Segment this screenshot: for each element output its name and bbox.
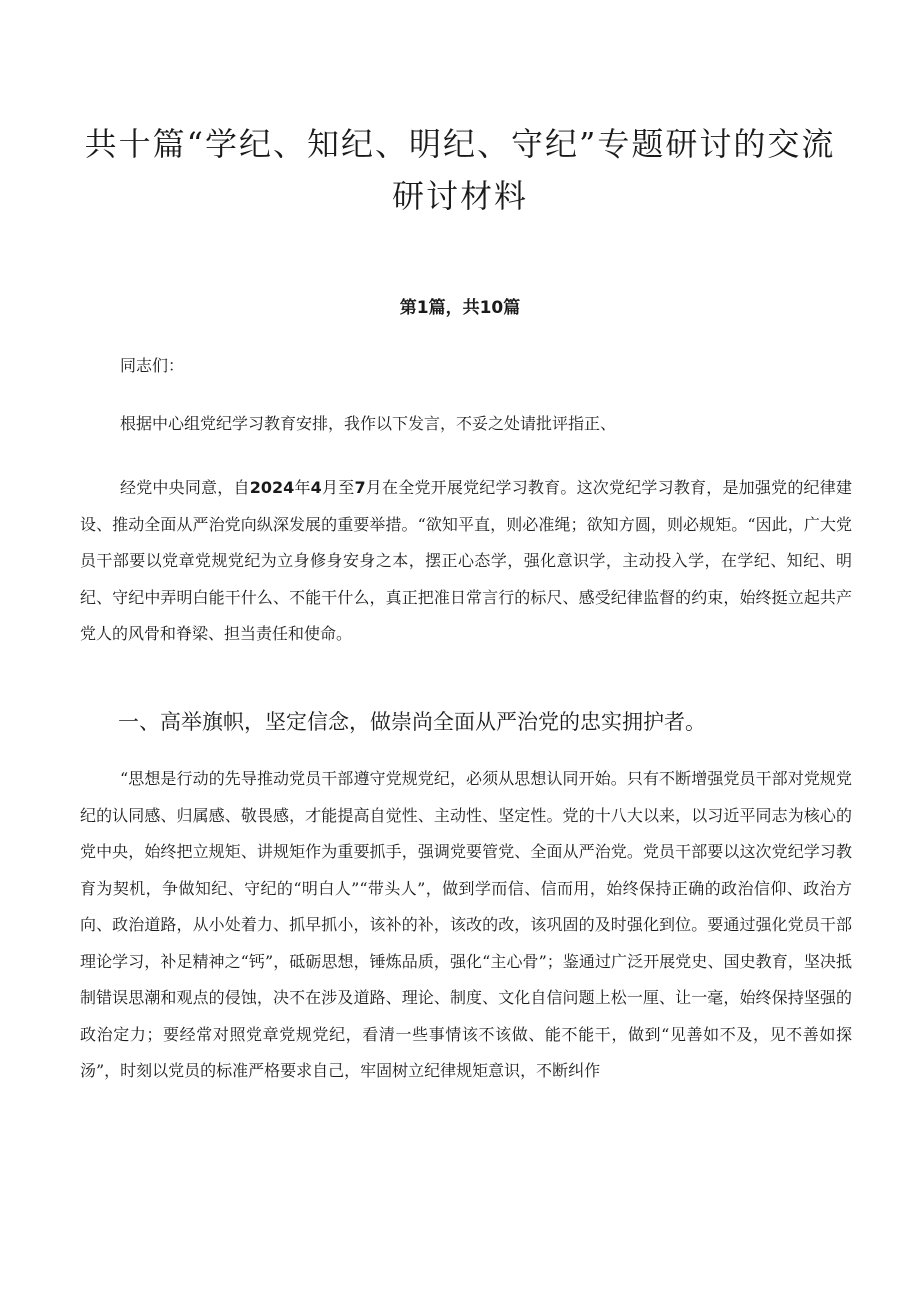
- part-indicator: 第1篇，共10篇: [399, 298, 521, 318]
- para1-year: 2024: [249, 478, 295, 497]
- para1-mid: 月至: [321, 478, 355, 497]
- para1-year-suffix: 年: [294, 478, 311, 497]
- para1-before-year: 经党中央同意，自: [120, 478, 250, 497]
- salutation: 同志们：: [120, 356, 185, 375]
- document-title: 共十篇“学纪、知纪、明纪、守纪”专题研讨的交流研讨材料: [84, 125, 836, 215]
- section-heading-1: 一、高举旗帜，坚定信念，做崇尚全面从严治党的忠实拥护者。: [118, 710, 706, 734]
- intro-paragraph: 根据中心组党纪学习教育安排，我作以下发言，不妥之处请批评指正、: [120, 414, 617, 433]
- para1-month-to: 7: [354, 478, 366, 497]
- paragraph-section-1: “思想是行动的先导推动党员干部遵守党规党纪，必须从思想认同开始。只有不断增强党员干部对党规党纪的认同感、归属感、敬畏感，才能提高自觉性、主动性、坚定性。党的十八大以来，以习近平同志为核心的党中央，始终把立规矩、讲规矩作为重要抓手，强调党要管党、全面从严治党。党员干部要以这次党纪学习教育为契机，争做知纪、守纪的“明白人”“带头人”，做到学而信、信而用，始终保持正确的政治信仰、政治方向、政治道路，从小处着力、抓早抓小，该补的补，该改的改，该巩固的及时强化到位。要通过强化党员干部理论学习，补足精神之“钙”，砥砺思想，锤炼品质，强化“主心骨”；鉴通过广泛开展党史、国史教育，坚决抵制错误思潮和观点的侵蚀，决不在涉及道路、理论、制度、文化自信问题上松一厘、让一毫，始终保持坚强的政治定力；要经常对照党章党规党纪，看清一些事情该不该做、能不能干，做到“见善如不及，见不善如探汤”，时刻以党员的标准严格要求自己，牢固树立纪律规矩意识，不断纠作: [80, 769, 852, 1080]
- para1-month-from: 4: [310, 478, 322, 497]
- paragraph-background: [80, 470, 852, 653]
- para1-rest: 月在全党开展党纪学习教育。这次党纪学习教育，是加强党的纪律建设、推动全面从严治党向纵深发展的重要举措。“欲知平直，则必准绳；欲知方圆，则必规矩。“因此，广大党员干部要以党章党规党纪为立身修身安身之本，摆正心态学，强化意识学，主动投入学，在学纪、知纪、明纪、守纪中弄明白能干什么、不能干什么，真正把准日常言行的标尺、感受纪律监督的约束，始终挺立起共产党人的风骨和脊梁、担当责任和使命。: [80, 478, 852, 643]
